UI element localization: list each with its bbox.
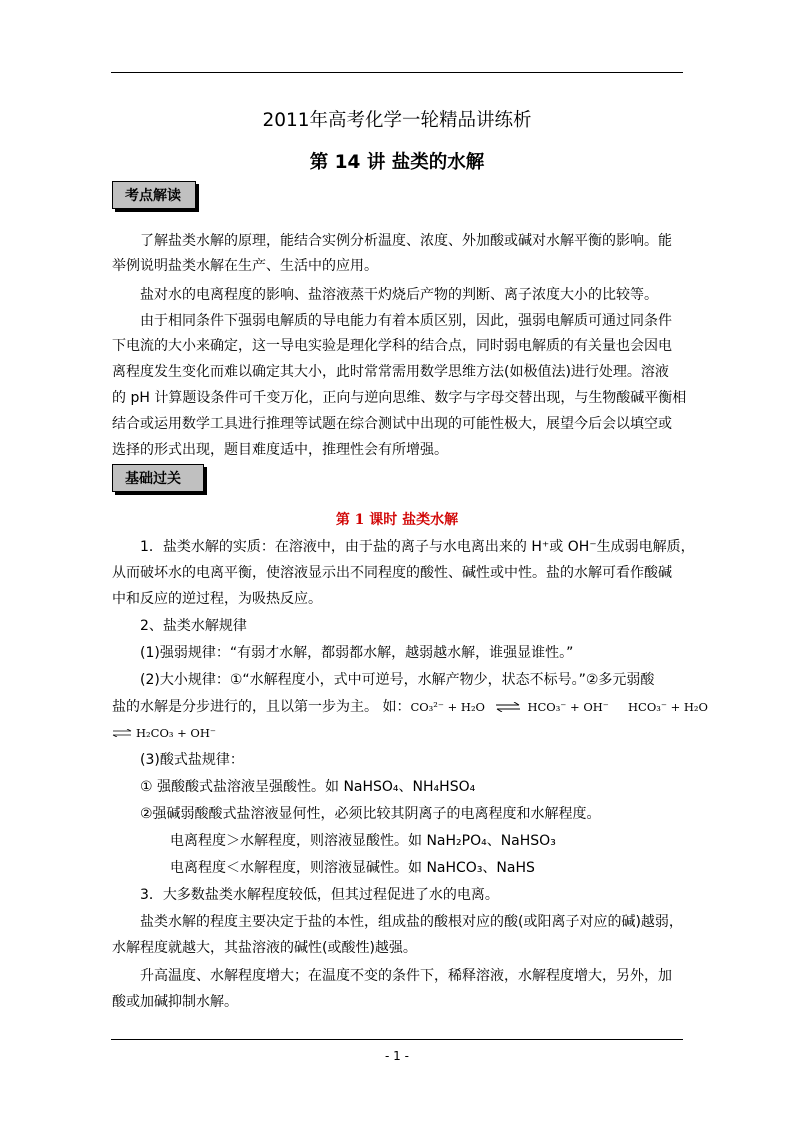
equation-2-right: H₂CO₃ + OH⁻ [136,726,216,740]
body-line: ②强碱弱酸酸式盐溶液显何性，必须比较其阴离子的电离程度和水解程度。 [140,806,601,822]
body-line: 从而破坏水的电离平衡，使溶液显示出不同程度的酸性、碱性或中性。盐的水解可看作酸碱 [112,565,672,581]
kaodian-line: 结合或运用数学工具进行推理等试题在综合测试中出现的可能性极大，展望今后会以填空或 [112,416,672,432]
body-line: (2)大小规律：①“水解程度小，式中可逆号，水解产物少，状态不标号。”②多元弱酸 [140,672,655,688]
body-line: 盐类水解的程度主要决定于盐的本性，组成盐的酸根对应的酸(或阳离子对应的碱)越弱， [140,914,683,930]
equilibrium-arrow-icon [112,729,132,737]
kaodian-line: 的 pH 计算题设条件可千变万化，正向与逆向思维、数字与字母交替出现，与生物酸碱平衡相 [112,390,687,406]
body-line: 1．盐类水解的实质：在溶液中，由于盐的离子与水电离出来的 H⁺或 OH⁻生成弱电解质， [140,539,695,555]
body-line: 升高温度、水解程度增大；在温度不变的条件下，稀释溶液，水解程度增大，另外，加 [140,968,672,984]
equilibrium-arrow-icon [495,702,521,712]
section-label-jichu: 基础过关 [112,464,204,492]
kaodian-line: 由于相同条件下强弱电解质的导电能力有着本质区别，因此，强弱电解质可通过同条件 [140,313,672,329]
lecture-title: 第 14 讲 盐类的水解 [309,152,485,173]
kaodian-line: 举例说明盐类水解在生产、生活中的应用。 [112,258,378,274]
page-number: - 1 - [385,1049,409,1063]
lesson-title: 第 1 课时 盐类水解 [335,512,459,528]
document-title: 2011年高考化学一轮精品讲练析 [262,110,532,131]
equation-1-right: HCO₃⁻ + OH⁻ [527,700,609,714]
body-line: 电离程度＞水解程度，则溶液显酸性。如 NaH₂PO₄、NaHSO₃ [170,833,556,849]
body-text: 盐的水解是分步进行的，且以第一步为主。 如： [112,699,411,715]
body-line: ① 强酸酸式盐溶液呈强酸性。如 NaHSO₄、NH₄HSO₄ [140,779,476,795]
body-line: 电离程度＜水解程度，则溶液显碱性。如 NaHCO₃、NaHS [170,860,535,876]
body-line: 水解程度就越大，其盐溶液的碱性(或酸性)越强。 [112,940,417,956]
body-line: 3．大多数盐类水解程度较低，但其过程促进了水的电离。 [140,887,499,903]
equation-1-left: CO₃²⁻ + H₂O [410,700,485,714]
body-line: 2、盐类水解规律 [140,618,247,634]
section-label-kaodian: 考点解读 [112,181,196,209]
equation-2-left: HCO₃⁻ + H₂O [628,700,708,714]
body-line-equation-2 [112,723,216,743]
kaodian-line: 盐对水的电离程度的影响、盐溶液蒸干灼烧后产物的判断、离子浓度大小的比较等。 [140,287,658,303]
body-line-equation [112,697,609,717]
kaodian-line: 选择的形式出现，题目难度适中，推理性会有所增强。 [112,442,448,458]
header-rule [111,72,683,73]
body-line: (3)酸式盐规律： [140,752,244,768]
kaodian-line: 了解盐类水解的原理，能结合实例分析温度、浓度、外加酸或碱对水解平衡的影响。能 [140,233,672,249]
body-line: 酸或加碱抑制水解。 [112,994,238,1010]
footer-rule [111,1039,683,1040]
body-line: (1)强弱规律：“有弱才水解，都弱都水解，越弱越水解，谁强显谁性。” [140,645,574,661]
kaodian-line: 下电流的大小来确定，这一导电实验是理化学科的结合点，同时弱电解质的有关量也会因电 [112,338,672,354]
body-line: 中和反应的逆过程，为吸热反应。 [112,591,322,607]
kaodian-line: 离程度发生变化而难以确定其大小，此时常常需用数学思维方法(如极值法)进行处理。溶液 [112,364,669,380]
